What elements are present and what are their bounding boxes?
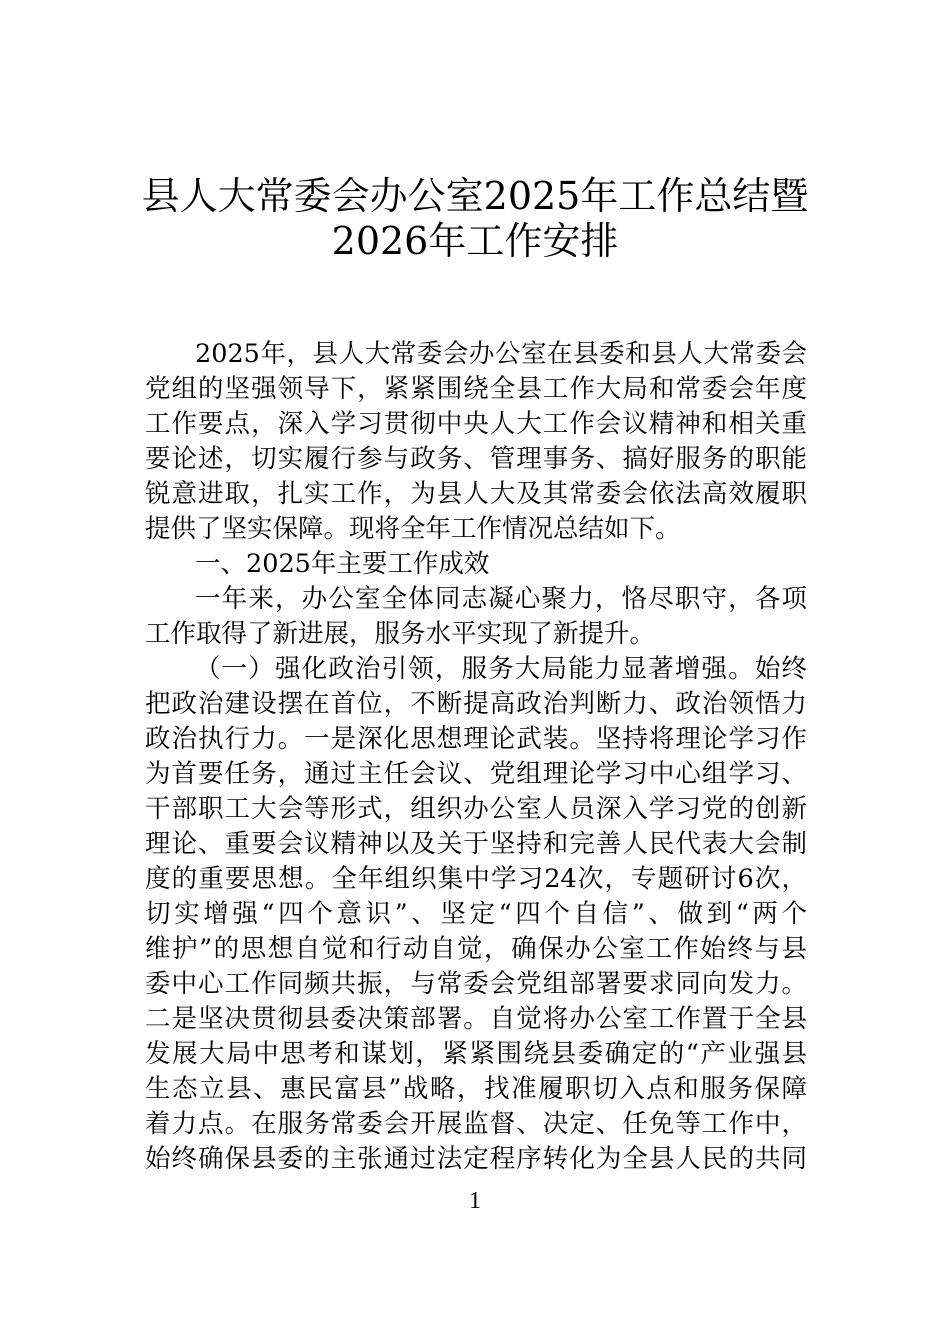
body-line: 生态立县、惠民富县”战略，找准履职切入点和服务保障 <box>145 1074 807 1104</box>
body-line: 切实增强“四个意识”、坚定“四个自信”、做到“两个 <box>145 899 807 929</box>
body-line: 锐意进取，扎实工作，为县人大及其常委会依法高效履职 <box>145 479 807 509</box>
body-line: 要论述，切实履行参与政务、管理事务、搞好服务的职能 <box>145 444 807 474</box>
body-line: 政治执行力。一是深化思想理论武装。坚持将理论学习作 <box>145 724 807 754</box>
body-line: 始终确保县委的主张通过法定程序转化为全县人民的共同 <box>145 1144 807 1174</box>
body-line: 度的重要思想。全年组织集中学习24次，专题研讨6次， <box>145 864 807 894</box>
body-line: （一）强化政治引领，服务大局能力显著增强。始终 <box>195 654 807 684</box>
body-line: 理论、重要会议精神以及关于坚持和完善人民代表大会制 <box>145 829 807 859</box>
body-line: 工作取得了新进展，服务水平实现了新提升。 <box>145 619 656 649</box>
section-heading: 一、2025年主要工作成效 <box>195 549 490 579</box>
body-line: 把政治建设摆在首位，不断提高政治判断力、政治领悟力 <box>145 689 807 719</box>
page-number: 1 <box>469 1188 481 1214</box>
body-line: 干部职工大会等形式，组织办公室人员深入学习党的创新 <box>145 794 807 824</box>
body-line: 2025年，县人大常委会办公室在县委和县人大常委会 <box>195 339 807 369</box>
body-line: 发展大局中思考和谋划，紧紧围绕县委确定的“产业强县 <box>145 1039 807 1069</box>
body-line: 着力点。在服务常委会开展监督、决定、任免等工作中， <box>145 1109 807 1139</box>
body-line: 二是坚决贯彻县委决策部署。自觉将办公室工作置于全县 <box>145 1004 807 1034</box>
body-line: 维护”的思想自觉和行动自觉，确保办公室工作始终与县 <box>145 934 807 964</box>
document-title-line-1: 县人大常委会办公室2025年工作总结暨 <box>141 174 809 218</box>
body-line: 一年来，办公室全体同志凝心聚力，恪尽职守，各项 <box>195 584 807 614</box>
body-line: 党组的坚强领导下，紧紧围绕全县工作大局和常委会年度 <box>145 374 807 404</box>
body-line: 委中心工作同频共振，与常委会党组部署要求同向发力。 <box>145 969 807 999</box>
body-line: 提供了坚实保障。现将全年工作情况总结如下。 <box>145 514 681 544</box>
document-title-line-2: 2026年工作安排 <box>331 219 619 263</box>
body-line: 工作要点，深入学习贯彻中央人大工作会议精神和相关重 <box>145 409 807 439</box>
body-line: 为首要任务，通过主任会议、党组理论学习中心组学习、 <box>145 759 807 789</box>
